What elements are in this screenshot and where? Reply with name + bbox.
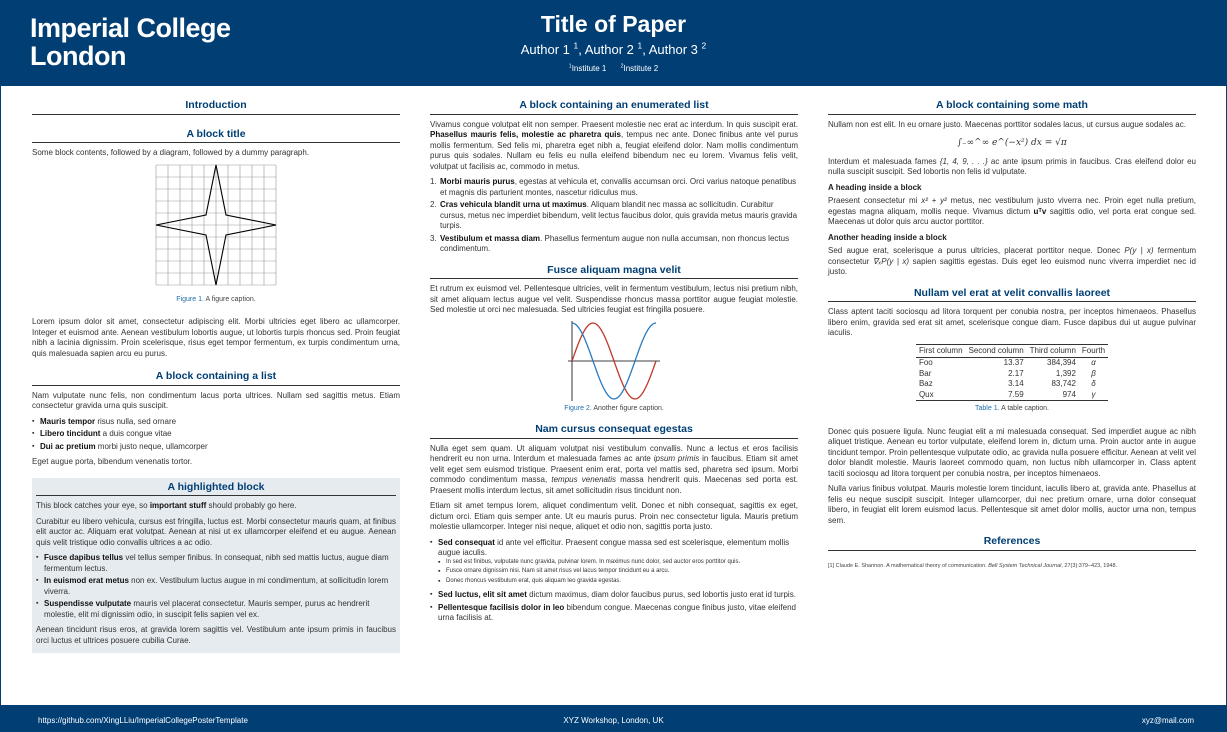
highlighted-title: A highlighted block xyxy=(36,482,396,497)
enum-item xyxy=(430,234,798,255)
bullet-list xyxy=(32,417,400,453)
author-list xyxy=(0,42,1227,57)
list-item-text: mauris vel placerat consectetur. Mauris semper, purus ac hendrerit molestie, elit mi dignissim odio, in suscipit felis sapien vel ex. xyxy=(44,599,370,619)
list-item xyxy=(430,590,798,601)
h1-pre: Praesent consectetur mi xyxy=(828,196,922,205)
nam-block-title: Nam cursus consequat egestas xyxy=(430,424,798,439)
data-table xyxy=(916,344,1108,402)
list-item xyxy=(430,603,798,624)
paper-title: Title of Paper xyxy=(540,11,687,37)
author-3-affil: 2 xyxy=(701,40,707,51)
fusce-text: Et rutrum ex euismod vel. Pellentesque ultricies, velit in fermentum vestibulum, lectus nisi pretium nibh, sit amet aliquam lectus augue vel velit. Suspendisse rhoncus massa porttitor augue feugiat molestie. Sed molestie ut orci nec malesuada. Sed ultricies feugiat est fringilla posuere. xyxy=(430,284,798,314)
table-cell: 83,742 xyxy=(1051,379,1076,388)
list-item-bold: Mauris tempor xyxy=(40,416,96,426)
column-2 xyxy=(430,100,798,629)
math-p2-pre: Interdum et malesuada fames xyxy=(828,156,940,166)
sub-list xyxy=(438,559,798,586)
list-item-text: vel tellus semper finibus. In consequat, nibh sed mattis luctus, augue diam fermentum lectus. xyxy=(44,553,389,573)
enum-item-text: . Phasellus fermentum augue non nulla accumsan, non rhoncus lectus condimentum. xyxy=(440,233,790,253)
nullam-text: Class aptent taciti sociosqu ad litora torquent per conubia nostra, per inceptos himenaeos. Phasellus libero enim, gravida sed erat sit amet, scelerisque congue diam. Fusce dapibus dui ut augue pulvinar iaculis. xyxy=(828,307,1196,337)
poster-footer xyxy=(0,705,1227,732)
table-cell: Bar xyxy=(918,368,932,378)
nam-p1-italic: ipsum primis xyxy=(653,454,700,463)
table-cell: 2.17 xyxy=(1008,368,1024,378)
nam-list xyxy=(430,538,798,624)
list-item-bold: Pellentesque facilisis dolor in leo xyxy=(438,602,565,612)
h2-pre: Sed augue erat, scelerisque a purus ultricies, placerat porttitor neque. Donec xyxy=(828,246,1125,255)
footer-email[interactable]: xyz@mail.com xyxy=(1141,716,1194,725)
hl-pre: This block catches your eye, so xyxy=(36,501,150,510)
grid xyxy=(156,165,276,285)
figure-2-label: Figure 2. xyxy=(564,404,592,412)
list-item xyxy=(32,429,400,440)
list-item xyxy=(32,417,400,428)
table-cell: Foo xyxy=(918,358,933,367)
list-item xyxy=(36,576,396,597)
heading-1-text xyxy=(828,196,1196,228)
ref-journal: Bell System Technical Journal xyxy=(988,562,1062,569)
h1-math2: uᵀv xyxy=(1033,206,1047,216)
nam-p1-post: massa hendrerit quis. Maecenas sed porta est. Praesent mollis interdum lectus, sit amet sollicitudin risus tincidunt non. xyxy=(430,475,799,495)
list-item xyxy=(36,599,396,620)
nullam-block-title: Nullam vel erat at velit convallis laoreet xyxy=(828,288,1196,303)
list-item-text: morbi justo neque, ullamcorper xyxy=(95,441,208,451)
nam-p1-italic2: tempus venenatis xyxy=(551,475,617,484)
table-header: First column xyxy=(916,344,966,358)
highlight-paragraph: Curabitur eu libero vehicula, cursus est fringilla, luctus est. Morbi consectetur mauris quam, at finibus elit auctor ac. Aliquam erat volutpat. Aenean at nisi ut ex ullamcorper eleifend et eu augue. Aenean quis velit tristique odio convallis ultrices a ac odio. xyxy=(36,516,396,547)
author-3: , Author 3 xyxy=(642,42,698,57)
table-header-row xyxy=(916,344,1108,358)
table-label: Table 1. xyxy=(975,405,1000,412)
enum-number: 1. xyxy=(430,177,437,186)
intro-title: Introduction xyxy=(32,100,400,115)
footer-venue: XYZ Workshop, London, UK xyxy=(563,716,664,725)
table-cell: α xyxy=(1091,358,1096,367)
heading-1: A heading inside a block xyxy=(828,182,922,192)
figure-1-label: Figure 1. xyxy=(176,295,204,303)
gaussian-integral: ∫₋∞^∞ e^(−x²) dx = √π xyxy=(957,138,1067,148)
enum-number: 2. xyxy=(430,200,437,209)
list-item xyxy=(430,538,798,586)
institute-1-name: Institute 1 xyxy=(571,64,607,73)
list-item xyxy=(32,442,400,453)
ref-post: , 27(3):379–423, 1948. xyxy=(1061,562,1118,569)
table-cell: 384,394 xyxy=(1047,358,1076,367)
list-item-bold: Fusce dapibus tellus xyxy=(44,553,124,562)
table-row xyxy=(916,379,1108,390)
institute-1-num: 1 xyxy=(568,63,572,70)
column-1 xyxy=(32,100,400,653)
list-item-text: a duis congue vitae xyxy=(100,429,172,438)
table-header: Third column xyxy=(1027,344,1079,358)
enum-number: 3. xyxy=(430,233,437,243)
hl-post: should probably go here. xyxy=(206,501,297,510)
highlight-intro xyxy=(36,501,396,512)
list-item-text: dictum maximus, diam dolor faucibus purus, sed lobortis justo erat id turpis. xyxy=(526,590,796,599)
h2-math2: ∇ₓP(y | x) xyxy=(872,256,910,266)
table-cell: 13.37 xyxy=(1003,358,1024,367)
table-cell: β xyxy=(1091,368,1096,378)
ref-pre: [1] Claude E. Shannon. A mathematical theory of communication. xyxy=(828,562,989,569)
math-set: {1, 4, 9, . . .} xyxy=(939,156,988,166)
author-2-affil: 1 xyxy=(637,40,643,51)
math-block-title: A block containing some math xyxy=(828,100,1196,115)
table-cell: Qux xyxy=(916,390,966,401)
nulla-paragraph: Nulla varius finibus volutpat. Mauris molestie lorem tincidunt, iaculis libero at, gravida ante. Phasellus at felis eu neque suscipit suscipit. Integer ullamcorper, dui nec pretium ornare, urna dolor consequat libero, in feugiat elit lorem euismod lacus. Pellentesque sit amet dolor mollis, auctor urna non, tempus sem. xyxy=(828,484,1196,525)
author-1-affil: 1 xyxy=(573,40,579,51)
author-2: , Author 2 xyxy=(578,42,634,57)
list-item-bold: Sed luctus, elit sit amet xyxy=(438,590,527,599)
h2-post: sapien sagittis egestas. Duis eget leo euismod nunc viverra imperdiet nec id justo. xyxy=(828,256,1196,276)
enum-item-bold: Vestibulum et massa diam xyxy=(440,233,541,243)
enum-item-bold: Morbi mauris purus xyxy=(440,177,515,186)
block-text: Some block contents, followed by a diagram, followed by a dummy paragraph. xyxy=(32,148,310,157)
list-item-bold: In euismod erat metus xyxy=(44,576,129,585)
table-cell: 7.59 xyxy=(966,390,1027,401)
highlight-list xyxy=(36,553,396,620)
enum-item xyxy=(430,177,798,198)
table-cell: 1,392 xyxy=(1055,368,1076,378)
list-item-text: risus nulla, sed ornare xyxy=(95,416,177,426)
enum-intro xyxy=(430,120,798,173)
list-item-bold: Sed consequat xyxy=(438,537,495,547)
nam-paragraph-2: Etiam sit amet tempus lorem, aliquet condimentum velit. Donec et nibh consequat, sagittis ex eget, dictum orci. Etiam quis semper ante. Ut eu mauris purus. Proin nec consectetur ligula. Mauris pretium molestie ullamcorper. Integer nisi neque, aliquet et odio non, sagittis porta justo. xyxy=(430,501,798,531)
figure-1-caption xyxy=(32,295,400,306)
references-title: References xyxy=(828,536,1196,551)
table-row xyxy=(916,390,1108,401)
institute-2 xyxy=(621,64,659,73)
list-item-text: non ex. Vestibulum luctus augue in mi condimentum, at sollicitudin lorem viverra. xyxy=(44,576,389,596)
table-cell: δ xyxy=(1091,379,1096,388)
poster-header xyxy=(0,0,1227,86)
table-row xyxy=(916,369,1108,380)
fusce-block-title: Fusce aliquam magna velit xyxy=(430,265,798,280)
h1-mid: metus, nec vestibulum justo viverra nec. Proin eget nulla pretium, egestas magna aliquam, mollis neque. Vivamus dictum xyxy=(828,196,1196,216)
enumerated-list xyxy=(430,177,798,255)
sub-list-item: ▪ In sed est finibus, vulputate nunc gravida, pulvinar lorem. In maximus nunc dolor, sed auctor eros porttitor quis. xyxy=(438,559,798,567)
lorem-paragraph: Lorem ipsum dolor sit amet, consectetur adipiscing elit. Morbi ultricies eget libero ac ullamcorper. Integer et euismod ante. Aenean vestibulum lobortis augue, ut lobortis turpis rhoncus sed. Proin feugiat nibh a lacinia dignissim. Proin scelerisque, risus eget tempor fermentum, ex turpis condimentum urna, quis malesuada sapien arcu eu purus. xyxy=(32,317,400,358)
list-intro: Nam vulputate nunc felis, non condimentum lacus porta ultrices. Nullam sed sagittis metus. Etiam consectetur gravida urna quis suscipit. xyxy=(32,390,400,410)
heading-2-text xyxy=(828,246,1196,278)
nam-paragraph-1 xyxy=(430,444,798,497)
math-paragraph-2 xyxy=(828,157,1196,178)
sub-list-item: ▪ Donec rhoncus vestibulum erat, quis aliquam leo gravida egestas. xyxy=(438,578,798,586)
table-cell: γ xyxy=(1079,390,1108,401)
enum-item-text: , egestas at vehicula et, convallis accumsan orci. Orci varius natoque penatibus et magnis dis parturient montes, nascetur ridiculus mus. xyxy=(440,177,797,197)
math-intro: Nullam non est elit. In eu ornare justo. Maecenas porttitor sodales lacus, ut cursus augue sodales ac. xyxy=(828,119,1186,129)
list-item xyxy=(36,553,396,574)
logo-line2: London xyxy=(30,41,126,71)
star-diagram xyxy=(155,164,277,292)
h2-mid: fermentum consectetur xyxy=(828,246,1196,266)
enum-block-title: A block containing an enumerated list xyxy=(430,100,798,115)
table-row xyxy=(916,358,1108,369)
table-cell: 3.14 xyxy=(1008,379,1024,388)
list-item-text: bibendum congue. Maecenas congue finibus justo, vitae eleifend urna facilisis at. xyxy=(438,602,796,622)
list-item-bold: Suspendisse vulputate xyxy=(44,599,132,608)
nam-p1-mid: in faucibus. Etiam sit amet velit eget sem euismod tristique. Praesent enim erat, porta vel mattis sed, pharetra sed ipsum. Morbi commodo condimentum massa, xyxy=(430,454,798,484)
figure-1-text: A figure caption. xyxy=(205,295,256,303)
heading-2: Another heading inside a block xyxy=(828,232,947,242)
highlighted-block xyxy=(32,478,400,654)
enum-item xyxy=(430,200,798,232)
logo-line1: Imperial College xyxy=(30,13,231,43)
nam-p1-pre: Nulla eget sem quam. Ut aliquam volutpat nisi vestibulum convallis. Nunc a lectus et eros facilisis hendrerit eu non urna. Interdum et malesuada fames ac ante xyxy=(430,443,798,463)
sine-cosine-plot xyxy=(568,321,660,401)
author-1: Author 1 xyxy=(520,42,570,57)
h1-math: x² + y² xyxy=(921,196,947,205)
table-caption xyxy=(828,404,1196,415)
enum-item-bold: Cras vehicula blandit urna ut maximus xyxy=(440,200,587,209)
math-p2-post: ac ante ipsum primis in faucibus. Cras eleifend dolor eu nulla suscipit suscipit. Sed lobortis non felis id vulputate. xyxy=(828,156,1197,176)
h2-math: P(y | x) xyxy=(1124,246,1154,255)
institute-2-num: 2 xyxy=(620,63,624,70)
table-header: Fourth xyxy=(1079,344,1108,358)
table-caption-text: A table caption. xyxy=(1001,405,1049,412)
enum-pre: Vivamus congue volutpat elit non semper. Praesent molestie nec erat ac interdum. In quis suscipit erat. xyxy=(430,119,798,129)
footer-github-link[interactable]: https://github.com/XingLLiu/ImperialCollegePosterTemplate xyxy=(38,716,248,725)
highlight-outro: Aenean tincidunt risus eros, at gravida lorem sagittis vel. Vestibulum ante ipsum primis in faucibus orci luctus et ultrices posuere cubilia Curae. xyxy=(36,625,396,645)
enum-item-text: . Aliquam blandit nec massa ac sollicitudin. Curabitur cursus, metus nec imperdiet bibendum, velit lectus faucibus dolor, quis gravida metus mauris gravida turpis. xyxy=(440,200,798,230)
table-header: Second column xyxy=(966,344,1027,358)
institute-2-name: Institute 2 xyxy=(623,64,659,73)
left-border xyxy=(0,86,1,705)
sub-list-item: ▪ Fusce ornare dignissim nisi. Nam sit amet risus vel lacus tempor tincidunt eu a arcu. xyxy=(438,568,798,576)
institutes xyxy=(0,64,1227,73)
hl-bold: important stuff xyxy=(149,501,207,510)
h1-post: sagittis odio, vel porta erat congue sed. Maecenas ut dolor quis arcu auctor porttitor. xyxy=(828,206,1196,226)
list-outro: Eget augue porta, bibendum venenatis tortor. xyxy=(32,457,193,466)
list-block-title: A block containing a list xyxy=(32,371,400,386)
figure-2-text: Another figure caption. xyxy=(593,404,664,412)
block-title: A block title xyxy=(32,129,400,144)
list-item-bold: Dui ac pretium xyxy=(40,441,96,451)
table-cell: 974 xyxy=(1027,390,1079,401)
institute-1 xyxy=(569,64,607,73)
reference-item xyxy=(828,563,1196,570)
figure-2-caption xyxy=(430,404,798,415)
list-item-text: id ante vel efficitur. Praesent congue massa sed est scelerisque, elementum mollis augue iaculis. xyxy=(438,537,790,557)
column-3 xyxy=(828,100,1196,570)
enum-bold: Phasellus mauris felis, molestie ac pharetra quis xyxy=(430,130,621,139)
enum-post: , tempus nec ante. Donec finibus ante vel purus mollis fermentum. Sed felis mi, pharetra eget nibh a, feugiat eleifend dolor. Nam mollis condimentum purus quis sodales. Nullam eu felis eu nulla eleifend bibendum nec eu lorem. Vivamus felis velit, volutpat ut facilisis ac, commodo in metus. xyxy=(430,130,798,171)
donec-paragraph: Donec quis posuere ligula. Nunc feugiat elit a mi malesuada consequat. Sed imperdiet augue ac nibh aliquet tristique. Aenean eu tortor vulputate, eleifend lorem in, dictum urna. Proin auctor ante in augue tincidunt tempor. Proin pellentesque vulputate odio, ac gravida nulla posuere efficitur. Aenean at velit vel dolor blandit molestie. Mauris laoreet commodo quam, non luctus nibh ullamcorper in. Class aptent taciti sociosqu ad litora torquent per conubia nostra, per inceptos himenaeos. xyxy=(828,426,1196,478)
list-item-bold: Libero tincidunt xyxy=(40,429,101,438)
table-cell: Baz xyxy=(918,379,933,388)
